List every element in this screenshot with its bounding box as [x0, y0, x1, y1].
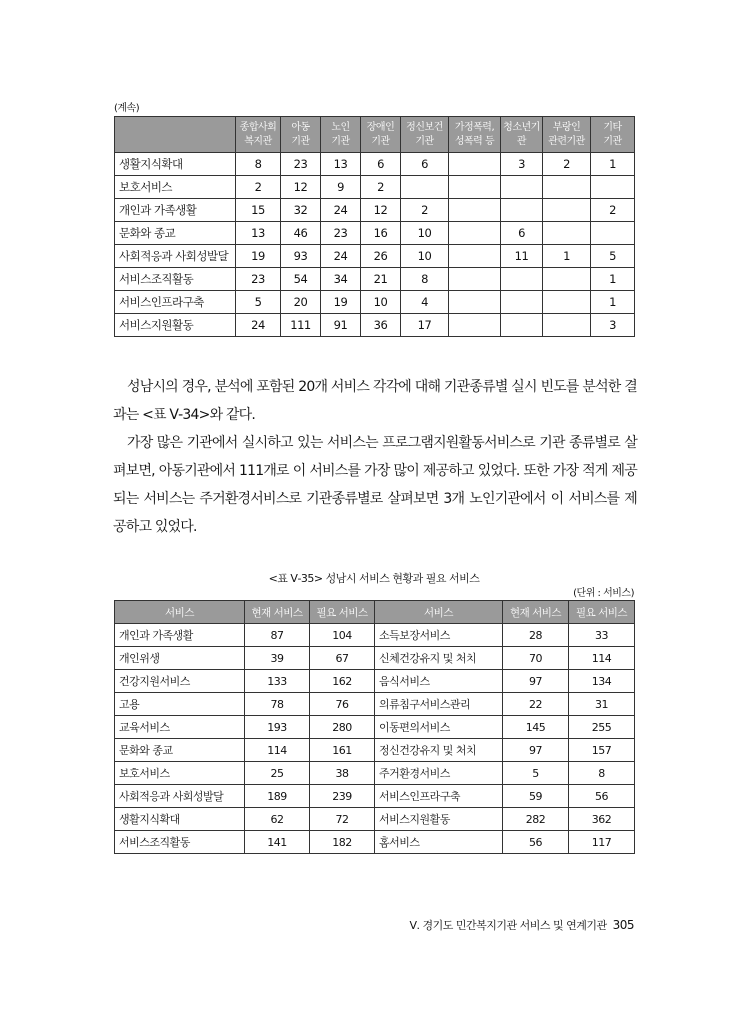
table-row: [115, 222, 635, 245]
table-row: [115, 199, 635, 222]
table-cell: 33: [569, 624, 635, 647]
table-cell: 8: [236, 153, 281, 176]
table-cell: 6: [361, 153, 401, 176]
table-cell: 56: [569, 785, 635, 808]
table-cell: 111: [281, 314, 321, 337]
table-cell: 91: [321, 314, 361, 337]
table-cell: [543, 291, 591, 314]
table-cell: [449, 176, 501, 199]
table-row: [115, 268, 635, 291]
header-cell: 부랑인 관련기관: [543, 117, 591, 153]
header-cell: 현재 서비스: [245, 601, 310, 624]
header-cell: 노인 기관: [321, 117, 361, 153]
table-caption: <표 Ⅴ-35> 성남시 서비스 현황과 필요 서비스: [268, 572, 480, 585]
row-label: 개인과 가족생활: [115, 624, 245, 647]
table-cell: 141: [245, 831, 310, 854]
table-cell: 2: [236, 176, 281, 199]
row-label: 개인과 가족생활: [115, 199, 236, 222]
row-label: 고용: [115, 693, 245, 716]
table-cell: [543, 268, 591, 291]
row-label: 이동편의서비스: [375, 716, 503, 739]
row-label: 정신건강유지 및 처치: [375, 739, 503, 762]
table-cell: 19: [236, 245, 281, 268]
row-label: 서비스조직활동: [115, 831, 245, 854]
table-cell: [543, 314, 591, 337]
table-cell: 5: [236, 291, 281, 314]
header-cell: 서비스: [115, 601, 245, 624]
row-label: 신체건강유지 및 처치: [375, 647, 503, 670]
table-cell: 8: [569, 762, 635, 785]
table-cell: 1: [543, 245, 591, 268]
table-cell: [449, 222, 501, 245]
table-cell: 134: [569, 670, 635, 693]
table-cell: 282: [503, 808, 569, 831]
row-label: 음식서비스: [375, 670, 503, 693]
table-cell: 36: [361, 314, 401, 337]
table-cell: 24: [236, 314, 281, 337]
row-label: 주거환경서비스: [375, 762, 503, 785]
header-cell: 아동 기관: [281, 117, 321, 153]
table-cell: 23: [321, 222, 361, 245]
table-cell: 78: [245, 693, 310, 716]
table-cell: 39: [245, 647, 310, 670]
row-label: 문화와 종교: [115, 739, 245, 762]
table-cell: 182: [310, 831, 375, 854]
table-unit: (단위 : 서비스): [573, 588, 634, 599]
row-label: 교육서비스: [115, 716, 245, 739]
table-cell: 13: [236, 222, 281, 245]
table-cell: 117: [569, 831, 635, 854]
row-label: 소득보장서비스: [375, 624, 503, 647]
table-cell: 5: [503, 762, 569, 785]
table-cell: 255: [569, 716, 635, 739]
table-cell: 23: [281, 153, 321, 176]
table-cell: [501, 268, 543, 291]
chapter-title: Ⅴ. 경기도 민간복지기관 서비스 및 연계기관: [409, 919, 607, 932]
table-cell: 6: [401, 153, 449, 176]
table-cell: [449, 199, 501, 222]
table-cell: 97: [503, 739, 569, 762]
table-cell: 189: [245, 785, 310, 808]
table-cell: 28: [503, 624, 569, 647]
table-cell: 67: [310, 647, 375, 670]
table-cell: [449, 268, 501, 291]
table-cell: [449, 245, 501, 268]
row-label: 서비스지원활동: [115, 314, 236, 337]
header-cell: 종합사회 복지관: [236, 117, 281, 153]
table-cell: 93: [281, 245, 321, 268]
table-row: [115, 785, 635, 808]
table-cell: 133: [245, 670, 310, 693]
row-label: 생활지식확대: [115, 153, 236, 176]
table-cell: 15: [236, 199, 281, 222]
table-cell: 54: [281, 268, 321, 291]
table-cell: 97: [503, 670, 569, 693]
table-cell: 26: [361, 245, 401, 268]
agency-service-frequency-table: [114, 116, 635, 337]
table-cell: 23: [236, 268, 281, 291]
table-cell: 1: [591, 153, 635, 176]
table-cell: [543, 199, 591, 222]
table-cell: 56: [503, 831, 569, 854]
table-cell: [591, 222, 635, 245]
table-row: [115, 153, 635, 176]
row-label: 생활지식확대: [115, 808, 245, 831]
table-cell: 6: [501, 222, 543, 245]
paragraph-2: 가장 많은 기관에서 실시하고 있는 서비스는 프로그램지원활동서비스로 기관 종류별로 살펴보면, 아동기관에서 111개로 이 서비스를 가장 많이 제공하고 있었다. 또한 가장 적게 제공되는 서비스는 주거환경서비스로 기관종류별로 살펴보면 3개 노인기관에서 이 서비스를 제공하고 있었다.: [113, 435, 637, 535]
row-label: 서비스인프라구축: [115, 291, 236, 314]
table-cell: 104: [310, 624, 375, 647]
header-cell: 현재 서비스: [503, 601, 569, 624]
table-cell: 21: [361, 268, 401, 291]
row-label: 서비스조직활동: [115, 268, 236, 291]
table-cell: [501, 314, 543, 337]
table-cell: [543, 176, 591, 199]
table-cell: 76: [310, 693, 375, 716]
table-cell: 1: [591, 268, 635, 291]
row-label: 문화와 종교: [115, 222, 236, 245]
table-row: [115, 291, 635, 314]
table-cell: 62: [245, 808, 310, 831]
table-cell: 59: [503, 785, 569, 808]
table-row: [115, 808, 635, 831]
table-cell: 3: [501, 153, 543, 176]
table-cell: [591, 176, 635, 199]
table-cell: 280: [310, 716, 375, 739]
row-label: 의류침구서비스관리: [375, 693, 503, 716]
table-cell: 70: [503, 647, 569, 670]
table-row: [115, 716, 635, 739]
table-row: [115, 245, 635, 268]
table-cell: [501, 291, 543, 314]
table-cell: [449, 314, 501, 337]
table-cell: 17: [401, 314, 449, 337]
header-cell: 필요 서비스: [569, 601, 635, 624]
table-cell: 161: [310, 739, 375, 762]
table-cell: 22: [503, 693, 569, 716]
page-footer: [409, 917, 634, 933]
seongnam-service-needs-table: [114, 600, 635, 854]
row-label: 보호서비스: [115, 176, 236, 199]
table-cell: [449, 291, 501, 314]
table-cell: 12: [361, 199, 401, 222]
table-cell: [501, 199, 543, 222]
table-cell: 24: [321, 199, 361, 222]
header-cell: 장애인 기관: [361, 117, 401, 153]
table-cell: 9: [321, 176, 361, 199]
table-row: [115, 739, 635, 762]
table-cell: 239: [310, 785, 375, 808]
table-cell: 87: [245, 624, 310, 647]
table-cell: 25: [245, 762, 310, 785]
paragraph-1: 성남시의 경우, 분석에 포함된 20개 서비스 각각에 대해 기관종류별 실시 빈도를 분석한 결과는 <표 Ⅴ-34>와 같다.: [113, 379, 637, 423]
table-cell: 38: [310, 762, 375, 785]
table-cell: 3: [591, 314, 635, 337]
header-cell: 기타 기관: [591, 117, 635, 153]
table-row: [115, 670, 635, 693]
table-row: [115, 624, 635, 647]
table-cell: [543, 222, 591, 245]
table-cell: 114: [569, 647, 635, 670]
table-row: [115, 762, 635, 785]
table-cell: 362: [569, 808, 635, 831]
row-label: 홈서비스: [375, 831, 503, 854]
table-cell: 20: [281, 291, 321, 314]
table-cell: 13: [321, 153, 361, 176]
table-cell: 24: [321, 245, 361, 268]
table-row: [115, 314, 635, 337]
table-cell: 4: [401, 291, 449, 314]
table-cell: 10: [401, 245, 449, 268]
row-label: 건강지원서비스: [115, 670, 245, 693]
table-cell: [401, 176, 449, 199]
table-cell: 5: [591, 245, 635, 268]
table-cell: 72: [310, 808, 375, 831]
table-cell: 193: [245, 716, 310, 739]
header-cell: 서비스: [375, 601, 503, 624]
table-cell: 2: [591, 199, 635, 222]
table-cell: 2: [543, 153, 591, 176]
header-cell: 필요 서비스: [310, 601, 375, 624]
table-cell: 157: [569, 739, 635, 762]
table-row: [115, 176, 635, 199]
table-cell: 32: [281, 199, 321, 222]
table-cell: 19: [321, 291, 361, 314]
header-cell: 정신보건 기관: [401, 117, 449, 153]
header-cell: 청소년기 관: [501, 117, 543, 153]
table-cell: 10: [361, 291, 401, 314]
row-label: 보호서비스: [115, 762, 245, 785]
table-cell: 46: [281, 222, 321, 245]
table-cell: 11: [501, 245, 543, 268]
header-cell: [115, 117, 236, 153]
table-cell: 31: [569, 693, 635, 716]
table-cell: [449, 153, 501, 176]
table-cell: 16: [361, 222, 401, 245]
row-label: 사회적응과 사회성발달: [115, 785, 245, 808]
table-row: [115, 831, 635, 854]
page-number: 305: [612, 918, 634, 932]
table-row: [115, 693, 635, 716]
header-cell: 가정폭력, 성폭력 등: [449, 117, 501, 153]
row-label: 서비스지원활동: [375, 808, 503, 831]
table-cell: 1: [591, 291, 635, 314]
continued-label: (계속): [114, 103, 140, 114]
table-cell: 162: [310, 670, 375, 693]
body-text: [113, 373, 637, 541]
table-cell: 2: [401, 199, 449, 222]
table-cell: 145: [503, 716, 569, 739]
row-label: 서비스인프라구축: [375, 785, 503, 808]
table-cell: 12: [281, 176, 321, 199]
table-cell: 34: [321, 268, 361, 291]
table-cell: 114: [245, 739, 310, 762]
table-cell: 8: [401, 268, 449, 291]
table-cell: 10: [401, 222, 449, 245]
row-label: 사회적응과 사회성발달: [115, 245, 236, 268]
row-label: 개인위생: [115, 647, 245, 670]
table-cell: 2: [361, 176, 401, 199]
table-cell: [501, 176, 543, 199]
table-row: [115, 647, 635, 670]
